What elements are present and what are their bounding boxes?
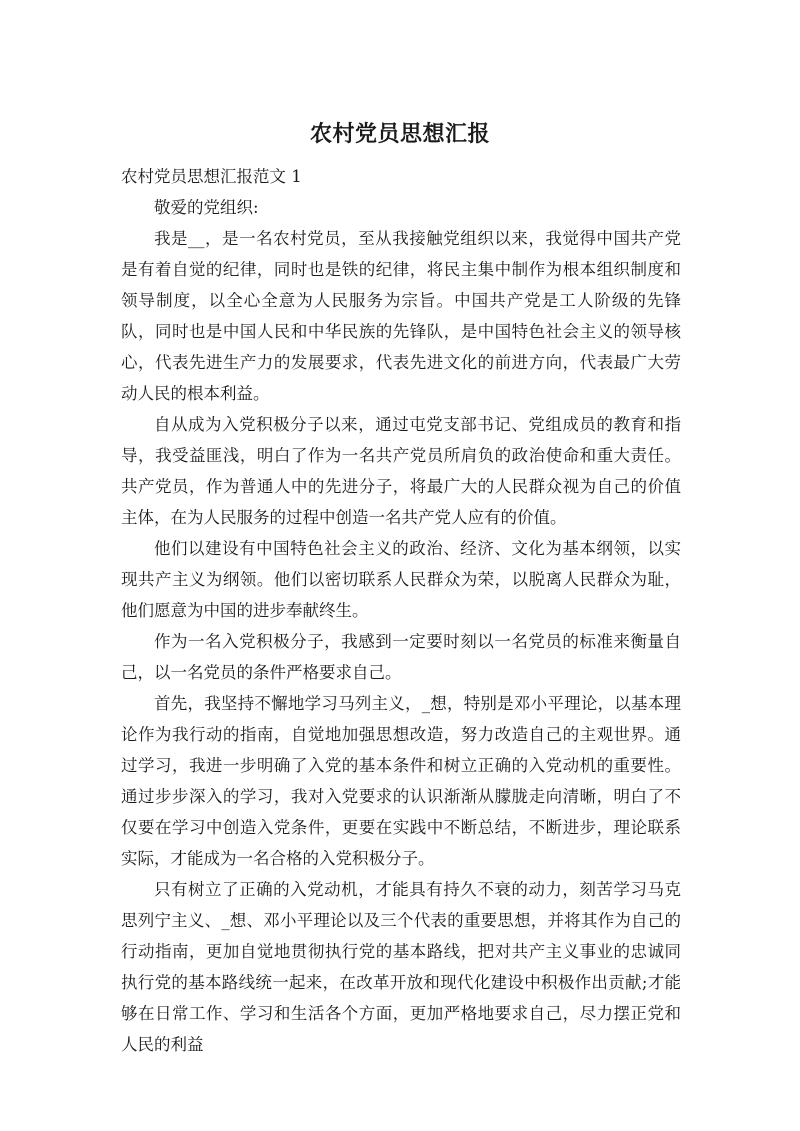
paragraph: 作为一名入党积极分子，我感到一定要时刻以一名党员的标准来衡量自己，以一名党员的条件严格要求自己。 (121, 632, 681, 682)
document-subtitle: 农村党员思想汇报范文 1 (121, 167, 302, 186)
salutation: 敬爱的党组织: (154, 198, 259, 217)
paragraph: 自从成为入党积极分子以来，通过屯党支部书记、党组成员的教育和指导，我受益匪浅，明白了作为一名共产党员所肩负的政治使命和重大责任。共产党员，作为普通人中的先进分子，将最广大的人民群众视为自己的价值主体，在为人民服务的过程中创造一名共产党人应有的价值。 (121, 415, 681, 527)
paragraph: 只有树立了正确的入党动机，才能具有持久不衰的动力，刻苦学习马克思列宁主义、_想、邓小平理论以及三个代表的重要思想，并将其作为自己的行动指南，更加自觉地贯彻执行党的基本路线，把对共产主义事业的忠诚同执行党的基本路线统一起来，在改革开放和现代化建设中积极作出贡献;才能够在日常工作、学习和生活各个方面，更加严格地要求自己，尽力摆正党和人民的利益 (121, 880, 681, 1054)
document-body (121, 161, 681, 1060)
page-title: 农村党员思想汇报 (309, 122, 490, 147)
paragraph: 首先，我坚持不懈地学习马列主义，_想，特别是邓小平理论，以基本理论作为我行动的指南，自觉地加强思想改造，努力改造自己的主观世界。通过学习，我进一步明确了入党的基本条件和树立正确的入党动机的重要性。通过步步深入的学习，我对入党要求的认识渐渐从朦胧走向清晰，明白了不仅要在学习中创造入党条件，更要在实践中不断总结，不断进步，理论联系实际，才能成为一名合格的入党积极分子。 (121, 694, 681, 868)
paragraph: 他们以建设有中国特色社会主义的政治、经济、文化为基本纲领，以实现共产主义为纲领。他们以密切联系人民群众为荣，以脱离人民群众为耻，他们愿意为中国的进步奉献终生。 (121, 539, 681, 620)
paragraph: 我是__，是一名农村党员，至从我接触党组织以来，我觉得中国共产党是有着自觉的纪律，同时也是铁的纪律，将民主集中制作为根本组织制度和领导制度，以全心全意为人民服务为宗旨。中国共产党是工人阶级的先锋队，同时也是中国人民和中华民族的先锋队，是中国特色社会主义的领导核心，代表先进生产力的发展要求，代表先进文化的前进方向，代表最广大劳动人民的根本利益。 (121, 229, 681, 403)
